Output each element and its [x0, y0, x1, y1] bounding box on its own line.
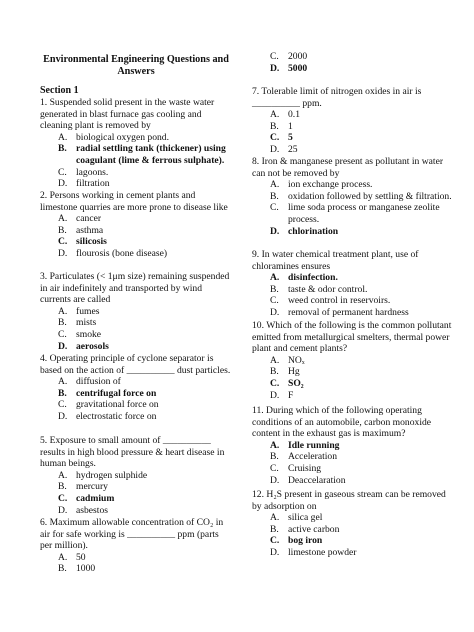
question-1 — [40, 97, 236, 190]
question-12 — [252, 489, 454, 559]
question-text: 3. Particulates (< 1μm size) remaining suspended in air indefinitely and transported by wind currents are called — [40, 271, 230, 306]
option-c: C. lagoons. — [58, 166, 109, 178]
question-text: 2. Persons working in cement plants and limestone quarries are more prone to disease like — [40, 190, 228, 213]
option-d: D. limestone powder — [270, 546, 357, 558]
question-text: 4. Operating principle of cyclone separator is based on the action of __________ dust particles. — [40, 353, 231, 376]
option-a-answer: A. Idle running — [270, 439, 340, 451]
option-d: D. flourosis (bone disease) — [58, 247, 168, 259]
option-b: B. 1 — [270, 120, 293, 132]
question-text: 11. During which of the following operating conditions of an automobile, carbon monoxide content in the exhaust gas is maximum? — [252, 405, 432, 440]
question-text: 12. H₂S present in gaseous stream can be removed by adsorption on — [252, 489, 446, 512]
option-c: C. weed control in reservoirs. — [270, 295, 391, 307]
option-c-answer: C. cadmium — [58, 492, 115, 504]
option-a: A. silica gel — [270, 512, 323, 524]
option-c-answer: C. silicosis — [58, 236, 107, 248]
question-8 — [252, 156, 454, 237]
option-b: B. oxidation followed by settling & filtration. — [270, 190, 452, 202]
option-a-answer: A. disinfection. — [270, 272, 338, 284]
question-2 — [40, 190, 232, 260]
option-b: B. taste & odor control. — [270, 283, 368, 295]
question-text: 7. Tolerable limit of nitrogen oxides in air is __________ ppm. — [252, 86, 422, 109]
option-b: B. mists — [58, 317, 97, 329]
question-3 — [40, 271, 232, 352]
option-d: D. 25 — [270, 143, 298, 155]
option-a: A. 50 — [58, 551, 86, 563]
option-a: A. 0.1 — [270, 109, 300, 121]
option-c: C. 2000 — [270, 51, 308, 62]
question-text: 6. Maximum allowable concentration of CO₂ in air for safe working is __________ ppm (parts per million). — [40, 517, 224, 552]
option-d-answer: D. aerosols — [58, 340, 109, 352]
option-a: A. diffusion of — [58, 376, 121, 388]
question-text: 1. Suspended solid present in the waste water generated in blast furnace gas cooling and cleaning plant is removed by — [40, 97, 215, 132]
question-11 — [252, 405, 454, 486]
option-d: D. asbestos — [58, 504, 108, 516]
option-b: B. 1000 — [58, 563, 96, 575]
option-a: A. ion exchange process. — [270, 179, 373, 191]
option-d: D. F — [270, 389, 294, 401]
question-5 — [40, 435, 234, 516]
question-text: 5. Exposure to small amount of __________ results in high blood pressure & heart disease in human beings. — [40, 435, 225, 470]
option-b: B. Acceleration — [270, 451, 338, 463]
question-4 — [40, 353, 232, 423]
option-b: B. active carbon — [270, 523, 340, 535]
question-10 — [252, 320, 454, 401]
section-heading: Section 1 — [40, 85, 79, 96]
question-text: 10. Which of the following is the common pollutant emitted from metallurgical smelters, thermal power plant and cement plants? — [252, 320, 452, 355]
option-a: A. biological oxygen pond. — [58, 131, 169, 143]
question-text: 9. In water chemical treatment plant, use of chloramines ensures — [252, 249, 419, 272]
option-b: B. asthma — [58, 224, 104, 236]
document-title: Environmental Engineering Questions and Answers — [43, 54, 229, 78]
question-7 — [252, 86, 452, 156]
option-d: D. removal of permanent hardness — [270, 306, 409, 318]
option-c-answer: C. SO₂ — [270, 377, 304, 389]
option-d: D. filtration — [58, 178, 110, 190]
option-b-answer: B. radial settling tank (thickener) using coagulant (lime & ferrous sulphate). — [58, 143, 226, 166]
option-d-answer: D. 5000 — [270, 62, 308, 74]
option-b: B. Hg — [270, 366, 300, 378]
question-text: 8. Iron & manganese present as pollutant in water can not be removed by — [252, 156, 444, 179]
option-a: A. fumes — [58, 305, 100, 317]
option-a: A. cancer — [58, 213, 102, 225]
option-c: C. smoke — [58, 328, 102, 340]
option-b-answer: B. centrifugal force on — [58, 387, 157, 399]
option-a: A. NOₓ — [270, 354, 305, 366]
option-c: C. Cruising — [270, 462, 322, 474]
option-b: B. mercury — [58, 481, 108, 493]
option-d: D. electrostatic force on — [58, 410, 157, 422]
option-a: A. hydrogen sulphide — [58, 469, 148, 481]
option-d-answer: D. chlorination — [270, 225, 339, 237]
option-c-answer: C. 5 — [270, 132, 293, 144]
question-6-continued — [252, 51, 457, 74]
option-c: C. gravitational force on — [58, 399, 159, 411]
option-c: C. lime soda process or manganese zeolite process. — [270, 202, 440, 225]
question-6 — [40, 517, 232, 575]
option-c-answer: C. bog iron — [270, 535, 323, 547]
question-9 — [252, 249, 454, 319]
option-d: D. Deaccelaration — [270, 474, 346, 486]
